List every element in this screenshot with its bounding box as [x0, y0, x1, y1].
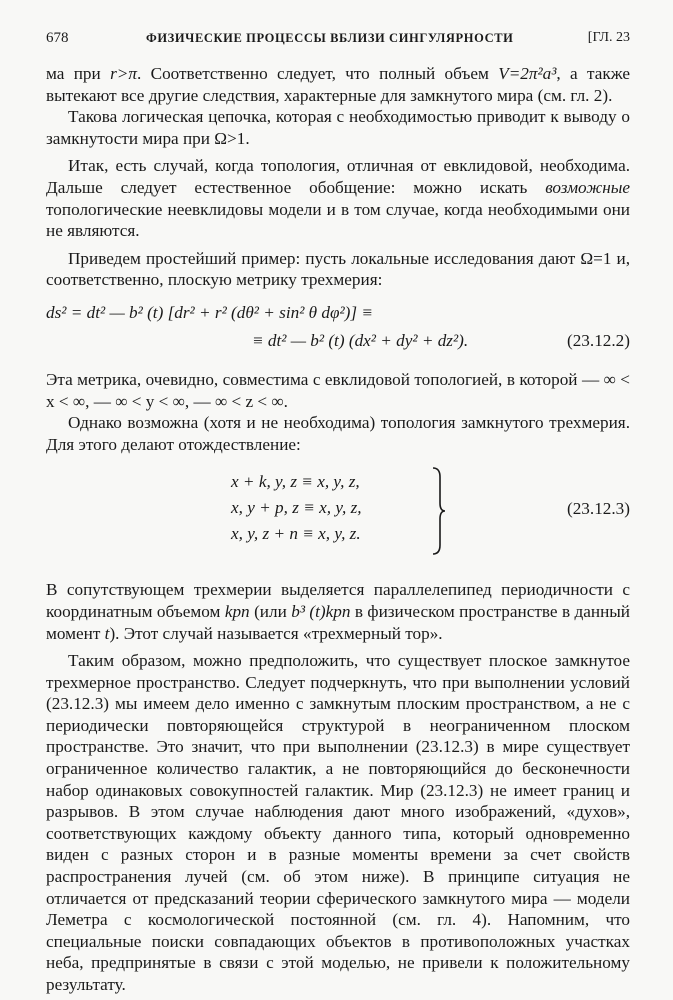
page-number: 678: [46, 30, 69, 46]
p7-text-g: ). Этот случай называется «трехмерный тор».: [109, 623, 443, 643]
equation-23-12-2: [46, 303, 630, 361]
identification-rows: [231, 469, 362, 547]
p7-math-kpn: kpn: [224, 601, 250, 621]
running-title: ФИЗИЧЕСКИЕ ПРОЦЕССЫ ВБЛИЗИ СИНГУЛЯРНОСТИ: [146, 31, 514, 45]
equation-line-2: ≡ dt² — b² (t) (dx² + dy² + dz²).: [252, 330, 469, 350]
p3-text-c: топологические неевклидовы модели и в том случае, когда необходимыми они не являются.: [46, 199, 630, 241]
equation-number: (23.12.3): [566, 499, 630, 519]
equation-23-12-3: [46, 465, 630, 569]
identification-row: x, y, z + n ≡ x, y, z.: [231, 524, 361, 544]
p1-math-volume: V=2π²a³: [498, 64, 557, 83]
paragraph-closed-topology: Однако возможна (хотя и не необходима) топология замкнутого трехмерия. Для этого делают отождествление:: [46, 413, 630, 454]
p7-math-physical-volume: b³ (t)kpn: [291, 601, 351, 621]
page-body: [46, 63, 630, 996]
p1-math-r: r>π: [110, 64, 137, 83]
paragraph-flat-closed-space: Таким образом, можно предположить, что существует плоское замкнутое трехмерное пространство. Следует подчеркнуть, что при выполнении условий (23.12.3) мы имеем дело именно с замкнутым плоским пространством, а не с периодически повторяющейся структурой в неограниченном плоском пространстве. Это значит, что при выполнении (23.12.3) в мире существует ограниченное количество галактик, а не повторяющийся до бесконечности набор одинаковых совокупностей галактик. Мир (23.12.3) не имеет границ и разрывов. В этом случае наблюдения дают много изображений, «духов», соответствующих каждому объекту данного типа, который одновременно виден с разных сторон и в разные моменты времени за счет свойств распространения лучей (см. об этом ниже). В принципе ситуация не отличается от предсказаний теории сферического замкнутого мира — модели Леметра с космологической постоянной (см. гл. 4). Напомним, что специальные поиски совпадающих объектов в противоположных участках неба, предпринятые в связи с этой моделью, не привели к положительному результату.: [46, 651, 630, 994]
paragraph-parallelepiped: [46, 579, 630, 644]
chapter-reference: [ГЛ. 23: [587, 30, 630, 45]
paragraph-metric: Эта метрика, очевидно, совместима с евклидовой топологией, в которой — ∞ < x < ∞, — ∞ < y < ∞, — ∞ < z < ∞.: [46, 369, 630, 411]
identification-row: x + k, y, z ≡ x, y, z,: [231, 472, 360, 492]
paragraph-logical-chain: Такова логическая цепочка, которая с необходимостью приводит к выводу о замкнутости мира при Ω>1.: [46, 107, 630, 148]
p7-text-e: в физическом пространстве в данный момент: [46, 601, 631, 643]
paragraph-example: Приведем простейший пример: пусть локальные исследования дают Ω=1 и, соответственно, плоскую метрику трехмерия:: [46, 248, 630, 290]
equation-number: (23.12.2): [566, 330, 630, 350]
p7-text-c: (или: [249, 601, 292, 621]
equation-line-1: ds² = dt² — b² (t) [dr² + r² (dθ² + sin² θ dφ²)] ≡: [46, 302, 373, 322]
p7-text-a: В сопутствующем трехмерии выделяется параллелепипед периодичности с координатным объемом: [46, 580, 630, 621]
p7-math-t: t: [104, 623, 110, 643]
p3-text-a: Итак, есть случай, когда топология, отличная от евклидовой, необходима. Дальше следует естественное обобщение: можно искать: [46, 156, 630, 197]
p1-text-c: . Соответственно следует, что полный объем: [136, 64, 499, 83]
right-brace-icon: [432, 467, 446, 555]
paragraph-continuation: [46, 63, 630, 106]
p3-emphasis-possible: возможные: [545, 177, 630, 197]
page-header: [46, 24, 630, 54]
identification-row: x, y + p, z ≡ x, y, z,: [231, 498, 362, 518]
p1-text-a: ма при: [46, 64, 111, 83]
paragraph-topology: [46, 155, 630, 241]
p1-text-e: , а также вытекают все другие следствия, характерные для замкнутого мира (см. гл. 2).: [46, 64, 630, 105]
